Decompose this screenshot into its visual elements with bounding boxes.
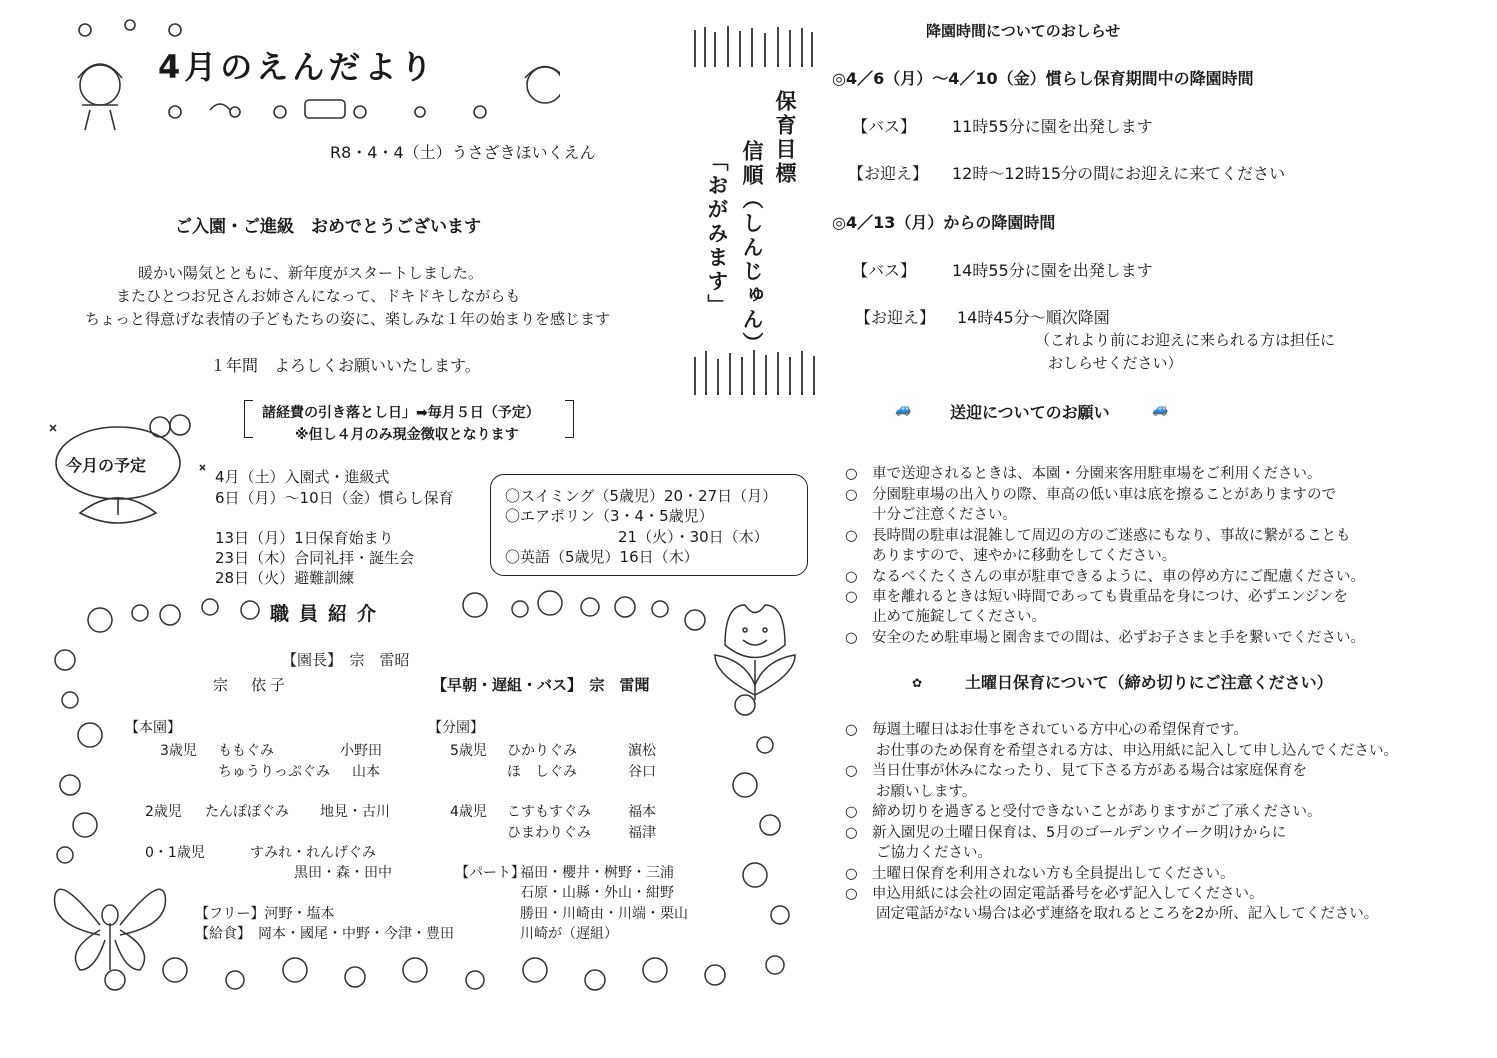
- fee-line-1: 諸経費の引き落とし日」➡毎月５日（予定）: [262, 405, 540, 421]
- part-line-3: 勝田・川崎由・川端・栗山: [520, 906, 688, 922]
- activity-line-2: 〇エアポリン（3・4・5歳児）: [505, 507, 714, 525]
- branch-row-4-names: 福津: [628, 825, 656, 841]
- decorative-bug-icon: ✿: [912, 676, 923, 690]
- staff-vice: 宗 依子: [213, 676, 290, 694]
- p2-pickup-label: 【お迎え】: [855, 308, 936, 327]
- activity-line-4: 〇英語（5歳児）16日（木）: [505, 548, 699, 566]
- main-row-4-age: 0・1歳児: [145, 845, 205, 861]
- goal-quote: 「おがみます」: [705, 150, 730, 318]
- saturday-heading: 土曜日保育について（締め切りにご注意ください）: [965, 673, 1333, 692]
- p1-pickup-label: 【お迎え】: [848, 164, 929, 183]
- p1-bus-label: 【バス】: [852, 117, 917, 136]
- goal-heading: 保育目標: [773, 90, 798, 186]
- car-icon-left: 🚙: [895, 402, 912, 417]
- p1-bus-text: 11時55分に園を出発します: [952, 117, 1153, 136]
- saturday-item-2-cont: お願いします。: [876, 784, 977, 800]
- pickup-item-3: ○ 長時間の駐車は混雑して周辺の方のご迷惑にもなり、事故に繋がることも: [845, 528, 1351, 544]
- saturday-item-4: ○ 新入園児の土曜日保育は、5月のゴールデンウイーク明けからに: [845, 825, 1287, 841]
- staff-early: 【早朝・遅組・バス】 宗 雷聞: [432, 676, 650, 694]
- main-row-3-age: 2歳児: [145, 804, 182, 820]
- main-row-1-class: ももぐみ: [218, 743, 274, 759]
- pickup-item-1: ○ 車で送迎されるときは、本園・分園来客用駐車場をご利用ください。: [845, 466, 1322, 482]
- saturday-item-4-cont: ご協力ください。: [876, 845, 992, 861]
- fee-line-2: ※但し４月のみ現金徴収となります: [295, 427, 519, 443]
- saturday-item-3: ○ 締め切りを過ぎると受付できないことがありますがご了承ください。: [845, 804, 1322, 820]
- activity-line-1: 〇スイミング（5歳児）20・27日（月）: [505, 487, 778, 505]
- greeting-line-3: ちょっと得意げな表情の子どもたちの姿に、楽しみな１年の始まりを感じます: [85, 310, 611, 328]
- main-row-4-class: すみれ・れんげぐみ: [250, 845, 376, 861]
- greeting-heading: ご入園・ご進級 おめでとうございます: [175, 217, 481, 237]
- saturday-item-2: ○ 当日仕事が休みになったり、見て下さる方がある場合は家庭保育を: [845, 763, 1307, 779]
- pickup-item-6: ○ 安全のため駐車場と園舎までの間は、必ずお子さまと手を繋いでください。: [845, 630, 1365, 646]
- branch-row-1-names: 濵松: [628, 743, 656, 759]
- staff-director: 【園長】 宗 雷昭: [282, 651, 410, 669]
- main-row-3-class: たんぽぽぐみ: [205, 804, 289, 820]
- saturday-item-1-cont: お仕事のため保育を希望される方は、申込用紙に記入して申し込んでください。: [876, 743, 1398, 759]
- main-row-1-age: 3歳児: [160, 743, 197, 759]
- main-building-label: 【本園】: [125, 720, 181, 736]
- staff-kitchen: 【給食】 岡本・國尾・中野・今津・豊田: [195, 926, 454, 942]
- grass-bottom-decoration: [690, 345, 825, 400]
- departure-period-2: ◎4／13（月）からの降園時間: [832, 213, 1056, 232]
- p2-pickup-text: 14時45分～順次降園: [957, 308, 1110, 327]
- branch-row-3-class: こすもすぐみ: [507, 804, 591, 820]
- branch-row-1-age: 5歳児: [450, 743, 487, 759]
- greeting-closing: １年間 よろしくお願いいたします。: [210, 356, 481, 375]
- schedule-item-3: 13日（月）1日保育始まり: [215, 529, 394, 547]
- p2-bus-label: 【バス】: [852, 261, 917, 280]
- pickup-heading: 送迎についてのお願い: [950, 403, 1110, 422]
- main-row-5-names: 黒田・森・田中: [294, 865, 392, 881]
- branch-row-2-class: ほ しぐみ: [507, 764, 577, 780]
- activity-line-3: 21（火）・30日（木）: [618, 528, 769, 546]
- greeting-line-2: またひとつお兄さんお姉さんになって、ドキドキしながらも: [116, 287, 521, 305]
- schedule-item-4: 23日（木）合同礼拝・誕生会: [215, 549, 415, 567]
- goal-value: 信順（しんじゅん）: [740, 140, 765, 356]
- branch-row-2-names: 谷口: [628, 764, 656, 780]
- main-row-2-names: 山本: [352, 764, 380, 780]
- pickup-item-5: ○ 車を離れるときは短い時間であっても貴重品を身につけ、必ずエンジンを: [845, 589, 1349, 605]
- car-icon-right: 🚙: [1152, 402, 1169, 417]
- saturday-item-5: ○ 土曜日保育を利用されない方も全員提出してください。: [845, 866, 1235, 882]
- pickup-item-4: ○ なるべくたくさんの車が駐車できるように、車の停め方にご配慮ください。: [845, 569, 1365, 585]
- saturday-item-6: ○ 申込用紙には会社の固定電話番号を必ず記入してください。: [845, 886, 1264, 902]
- staff-heading: 職員紹介: [270, 603, 387, 625]
- departure-period-1: ◎4／6（月）～4／10（金）慣らし保育期間中の降園時間: [832, 69, 1254, 88]
- schedule-item-1: 4月（土）入園式・進級式: [215, 468, 390, 486]
- pickup-item-2-cont: 十分ご注意ください。: [872, 507, 1017, 523]
- part-label: 【パート】: [455, 865, 525, 881]
- branch-building-label: 【分園】: [428, 720, 484, 736]
- main-row-1-names: 小野田: [340, 743, 382, 759]
- p2-note-1: （これより前にお迎えに来られる方は担任に: [1035, 331, 1336, 349]
- schedule-item-2: 6日（月）～10日（金）慣らし保育: [215, 489, 454, 507]
- fee-bracket-right: [565, 400, 574, 438]
- grass-top-decoration: [690, 22, 820, 72]
- part-line-1: 福田・櫻井・桝野・三浦: [520, 865, 674, 881]
- main-row-2-class: ちゅうりっぷぐみ: [218, 764, 330, 780]
- schedule-badge: 今月の予定: [66, 456, 147, 475]
- greeting-line-1: 暖かい陽気とともに、新年度がスタートしました。: [138, 264, 484, 282]
- pickup-item-5-cont: 止めて施錠してください。: [872, 609, 1046, 625]
- part-line-4: 川崎が（遅組）: [520, 926, 618, 942]
- part-line-2: 石原・山縣・外山・紺野: [520, 885, 674, 901]
- pickup-item-2: ○ 分園駐車場の出入りの際、車高の低い車は底を擦ることがありますので: [845, 487, 1336, 503]
- departure-heading: 降園時間についてのおしらせ: [926, 22, 1121, 40]
- p1-pickup-text: 12時～12時15分の間にお迎えに来てください: [952, 164, 1286, 183]
- staff-free: 【フリー】河野・塩本: [195, 906, 335, 922]
- p2-bus-text: 14時55分に園を出発します: [952, 261, 1153, 280]
- main-row-3-names: 地見・古川: [320, 804, 390, 820]
- saturday-item-6-cont: 固定電話がない場合は必ず連絡を取れるところを2か所、記入してください。: [876, 906, 1379, 922]
- fee-bracket-left: [244, 400, 253, 438]
- branch-row-3-age: 4歳児: [450, 804, 487, 820]
- branch-row-3-names: 福本: [628, 804, 656, 820]
- p2-note-2: おしらせください）: [1048, 354, 1183, 372]
- newsletter-title: 4月のえんだより: [158, 48, 437, 86]
- schedule-item-5: 28日（火）避難訓練: [215, 569, 355, 587]
- saturday-item-1: ○ 毎週土曜日はお仕事をされている方中心の希望保育です。: [845, 722, 1248, 738]
- pickup-item-3-cont: ありますので、速やかに移動をしてください。: [872, 548, 1177, 564]
- date-line: R8・4・4（土）うさざきほいくえん: [330, 143, 596, 162]
- branch-row-4-class: ひまわりぐみ: [507, 825, 591, 841]
- branch-row-1-class: ひかりぐみ: [507, 743, 577, 759]
